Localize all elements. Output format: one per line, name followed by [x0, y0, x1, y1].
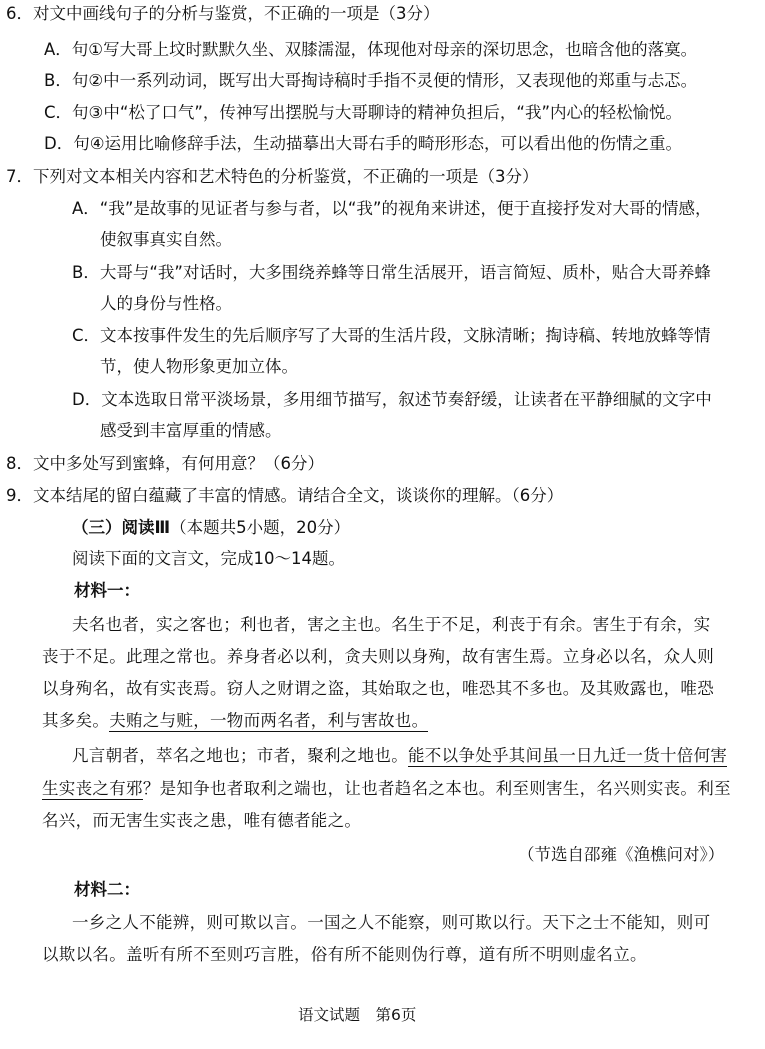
material1-source: （节选自邵雍《渔樵问对》） [518, 845, 725, 864]
q6-option-b: B．句②中一系列动词，既写出大哥掏诗稿时手指不灵便的情形，又表现他的郑重与忐忑。 [44, 71, 698, 90]
material2-line: 一乡之人不能辨，则可欺以言。一国之人不能察，则可欺以行。天下之士不能知，则可 [72, 913, 711, 932]
material1-line [72, 745, 727, 767]
material1-label: 材料一： [74, 581, 140, 600]
q7-option-c-line1: C．文本按事件发生的先后顺序写了大哥的生活片段，文脉清晰；掏诗稿、转地放蜂等情 [72, 326, 711, 345]
material1-text: 凡言朝者，萃名之地也；市者，聚利之地也。 [72, 746, 408, 765]
material1-line: 夫名也者，实之客也；利也者，害之主也。名生于不足，利丧于有余。害生于有余，实 [72, 615, 711, 634]
material1-line: 以身殉名，故有实丧焉。窃人之财谓之盗，其始取之也，唯恐其不多也。及其败露也，唯恐 [42, 679, 714, 698]
section-heading [72, 517, 350, 539]
material1-line [42, 778, 731, 800]
q7-option-b-line2: 人的身份与性格。 [100, 294, 232, 313]
q7-option-c-line2: 节，使人物形象更加立体。 [100, 357, 298, 376]
q7-option-d-line2: 感受到丰富厚重的情感。 [100, 421, 282, 440]
material2-line: 以欺以名。盖听有所不至则巧言胜，俗有所不能则伪行尊，道有所不明则虚名立。 [42, 945, 647, 964]
q7-option-d-line1: D．文本选取日常平淡场景，多用细节描写，叙述节奏舒缓，让读者在平静细腻的文字中 [72, 390, 712, 409]
q7-stem: 7．下列对文本相关内容和艺术特色的分析鉴赏，不正确的一项是（3分） [6, 167, 539, 186]
underlined-sentence: 夫贿之与赃，一物而两名者，利与害故也。 [109, 711, 429, 730]
section-heading-label: （三）阅读Ⅲ [72, 518, 171, 537]
q8-stem: 8．文中多处写到蜜蜂，有何用意？（6分） [6, 454, 324, 473]
q7-option-a-line1: A．“我”是故事的见证者与参与者，以“我”的视角来讲述，便于直接抒发对大哥的情感， [72, 199, 712, 218]
material1-line: 丧于不足。此理之常也。养身者必以利，贪夫则以身殉，故有害生焉。立身必以名，众人则 [42, 647, 714, 666]
underlined-sentence: 生实丧之有邪 [42, 779, 143, 798]
underlined-sentence: 能不以争处乎其间虽一日九迁一货十倍何害 [408, 746, 728, 765]
q9-stem: 9．文本结尾的留白蕴藏了丰富的情感。请结合全文，谈谈你的理解。（6分） [6, 486, 564, 505]
q6-stem: 6．对文中画线句子的分析与鉴赏，不正确的一项是（3分） [6, 4, 440, 23]
section-instruction: 阅读下面的文言文，完成10～14题。 [72, 549, 345, 568]
q6-option-d: D．句④运用比喻修辞手法，生动描摹出大哥右手的畸形形态，可以看出他的伤情之重。 [44, 134, 682, 153]
material1-line [42, 710, 428, 732]
q7-option-b-line1: B．大哥与“我”对话时，大多围绕养蜂等日常生活展开，语言简短、质朴，贴合大哥养蜂 [72, 263, 711, 282]
page-footer: 语文试题 第6页 [298, 1006, 417, 1024]
material1-line: 名兴，而无害生实丧之患，唯有德者能之。 [42, 811, 362, 830]
material1-text: ？是知争也者取利之端也，让也者趋名之本也。利至则害生，名兴则实丧。利至 [142, 779, 731, 798]
material1-text: 其多矣。 [42, 711, 110, 730]
q6-option-c: C．句③中“松了口气”，传神写出摆脱与大哥聊诗的精神负担后，“我”内心的轻松愉悦。 [44, 103, 683, 122]
q6-option-a: A．句①写大哥上坟时默默久坐、双膝濡湿，体现他对母亲的深切思念，也暗含他的落寞。 [44, 40, 698, 59]
section-heading-detail: （本题共5小题，20分） [170, 518, 351, 537]
q7-option-a-line2: 使叙事真实自然。 [100, 230, 232, 249]
material2-label: 材料二： [74, 880, 140, 899]
